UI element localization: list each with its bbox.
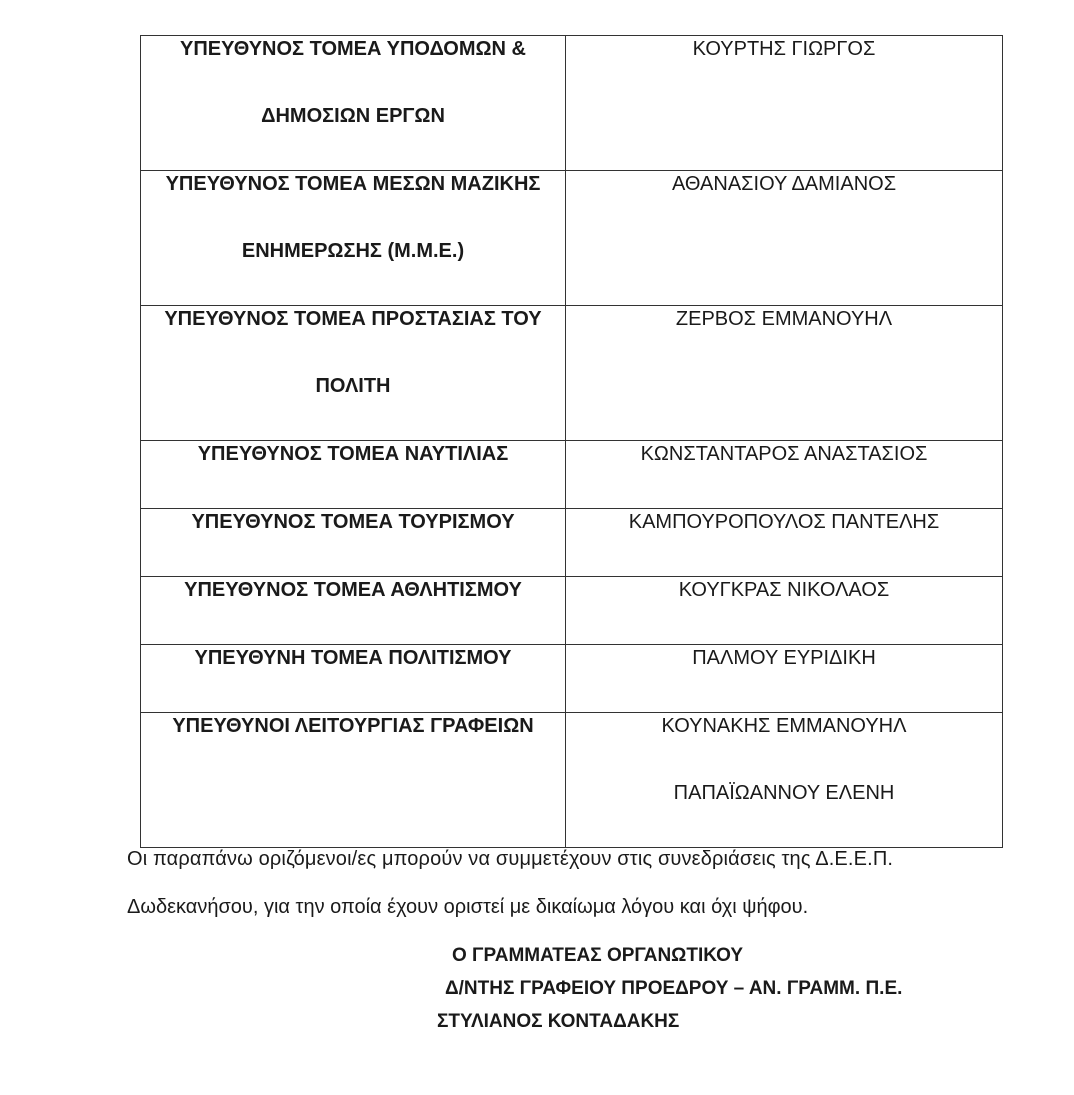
role-text: ΥΠΕΥΘΥΝΟΣ ΤΟΜΕΑ ΥΠΟΔΟΜΩΝ &: [180, 38, 526, 60]
person-name: ΖΕΡΒΟΣ ΕΜΜΑΝΟΥΗΛ: [675, 308, 893, 330]
table-row: [141, 509, 1003, 577]
role-cell: [141, 441, 566, 509]
name-cell: [566, 645, 1003, 713]
role-cell: [141, 645, 566, 713]
role-cell: [141, 509, 566, 577]
role-cell: [141, 713, 566, 848]
roles-table: [140, 35, 1003, 848]
role-text: ΥΠΕΥΘΥΝΟΣ ΤΟΜΕΑ ΑΘΛΗΤΙΣΜΟΥ: [184, 579, 522, 601]
name-cell: [566, 171, 1003, 306]
name-cell: [566, 577, 1003, 645]
role-cell: [141, 577, 566, 645]
person-name: ΚΟΥΡΤΗΣ ΓΙΩΡΓΟΣ: [692, 38, 876, 60]
roles-table-body: [141, 36, 1003, 848]
person-name: ΑΘΑΝΑΣΙΟΥ ΔΑΜΙΑΝΟΣ: [671, 173, 897, 195]
role-text: ΥΠΕΥΘΥΝΟΙ ΛΕΙΤΟΥΡΓΙΑΣ ΓΡΑΦΕΙΩΝ: [172, 715, 534, 737]
role-text: ΠΟΛΙΤΗ: [315, 375, 391, 397]
name-cell: [566, 713, 1003, 848]
role-text: ΔΗΜΟΣΙΩΝ ΕΡΓΩΝ: [261, 105, 445, 127]
name-cell: [566, 509, 1003, 577]
name-cell: [566, 36, 1003, 171]
paragraph-line-1: Οι παραπάνω οριζόμενοι/ες μπορούν να συμμετέχουν στις συνεδριάσεις της Δ.Ε.Ε.Π.: [127, 848, 894, 870]
table-row: [141, 645, 1003, 713]
role-text: ΥΠΕΥΘΥΝΟΣ ΤΟΜΕΑ ΜΕΣΩΝ ΜΑΖΙΚΗΣ: [165, 173, 541, 195]
table-row: [141, 306, 1003, 441]
person-name: ΚΟΥΓΚΡΑΣ ΝΙΚΟΛΑΟΣ: [678, 579, 890, 601]
signature-title: Ο ΓΡΑΜΜΑΤΕΑΣ ΟΡΓΑΝΩΤΙΚΟΥ: [452, 945, 744, 966]
table-row: [141, 36, 1003, 171]
role-cell: [141, 171, 566, 306]
person-name: ΚΟΥΝΑΚΗΣ ΕΜΜΑΝΟΥΗΛ: [661, 715, 907, 737]
name-cell: [566, 306, 1003, 441]
person-name: ΠΑΠΑΪΩΑΝΝΟΥ ΕΛΕΝΗ: [673, 782, 895, 804]
role-cell: [141, 36, 566, 171]
table-row: [141, 713, 1003, 848]
role-cell: [141, 306, 566, 441]
role-text: ΥΠΕΥΘΥΝΟΣ ΤΟΜΕΑ ΤΟΥΡΙΣΜΟΥ: [191, 511, 515, 533]
table-row: [141, 441, 1003, 509]
role-text: ΥΠΕΥΘΥΝΗ ΤΟΜΕΑ ΠΟΛΙΤΙΣΜΟΥ: [194, 647, 512, 669]
table-row: [141, 171, 1003, 306]
person-name: ΚΑΜΠΟΥΡΟΠΟΥΛΟΣ ΠΑΝΤΕΛΗΣ: [628, 511, 940, 533]
person-name: ΠΑΛΜΟΥ ΕΥΡΙΔΙΚΗ: [692, 647, 876, 669]
signature-position: Δ/ΝΤΗΣ ΓΡΑΦΕΙΟΥ ΠΡΟΕΔΡΟΥ – ΑΝ. ΓΡΑΜΜ. Π.Ε.: [445, 978, 903, 999]
signature-name: ΣΤΥΛΙΑΝΟΣ ΚΟΝΤΑΔΑΚΗΣ: [437, 1011, 680, 1032]
table-row: [141, 577, 1003, 645]
paragraph-line-2: Δωδεκανήσου, για την οποία έχουν οριστεί με δικαίωμα λόγου και όχι ψήφου.: [127, 896, 809, 918]
role-text: ΕΝΗΜΕΡΩΣΗΣ (Μ.Μ.Ε.): [241, 240, 465, 262]
role-text: ΥΠΕΥΘΥΝΟΣ ΤΟΜΕΑ ΠΡΟΣΤΑΣΙΑΣ ΤΟΥ: [164, 308, 542, 330]
name-cell: [566, 441, 1003, 509]
person-name: ΚΩΝΣΤΑΝΤΑΡΟΣ ΑΝΑΣΤΑΣΙΟΣ: [640, 443, 928, 465]
role-text: ΥΠΕΥΘΥΝΟΣ ΤΟΜΕΑ ΝΑΥΤΙΛΙΑΣ: [197, 443, 509, 465]
